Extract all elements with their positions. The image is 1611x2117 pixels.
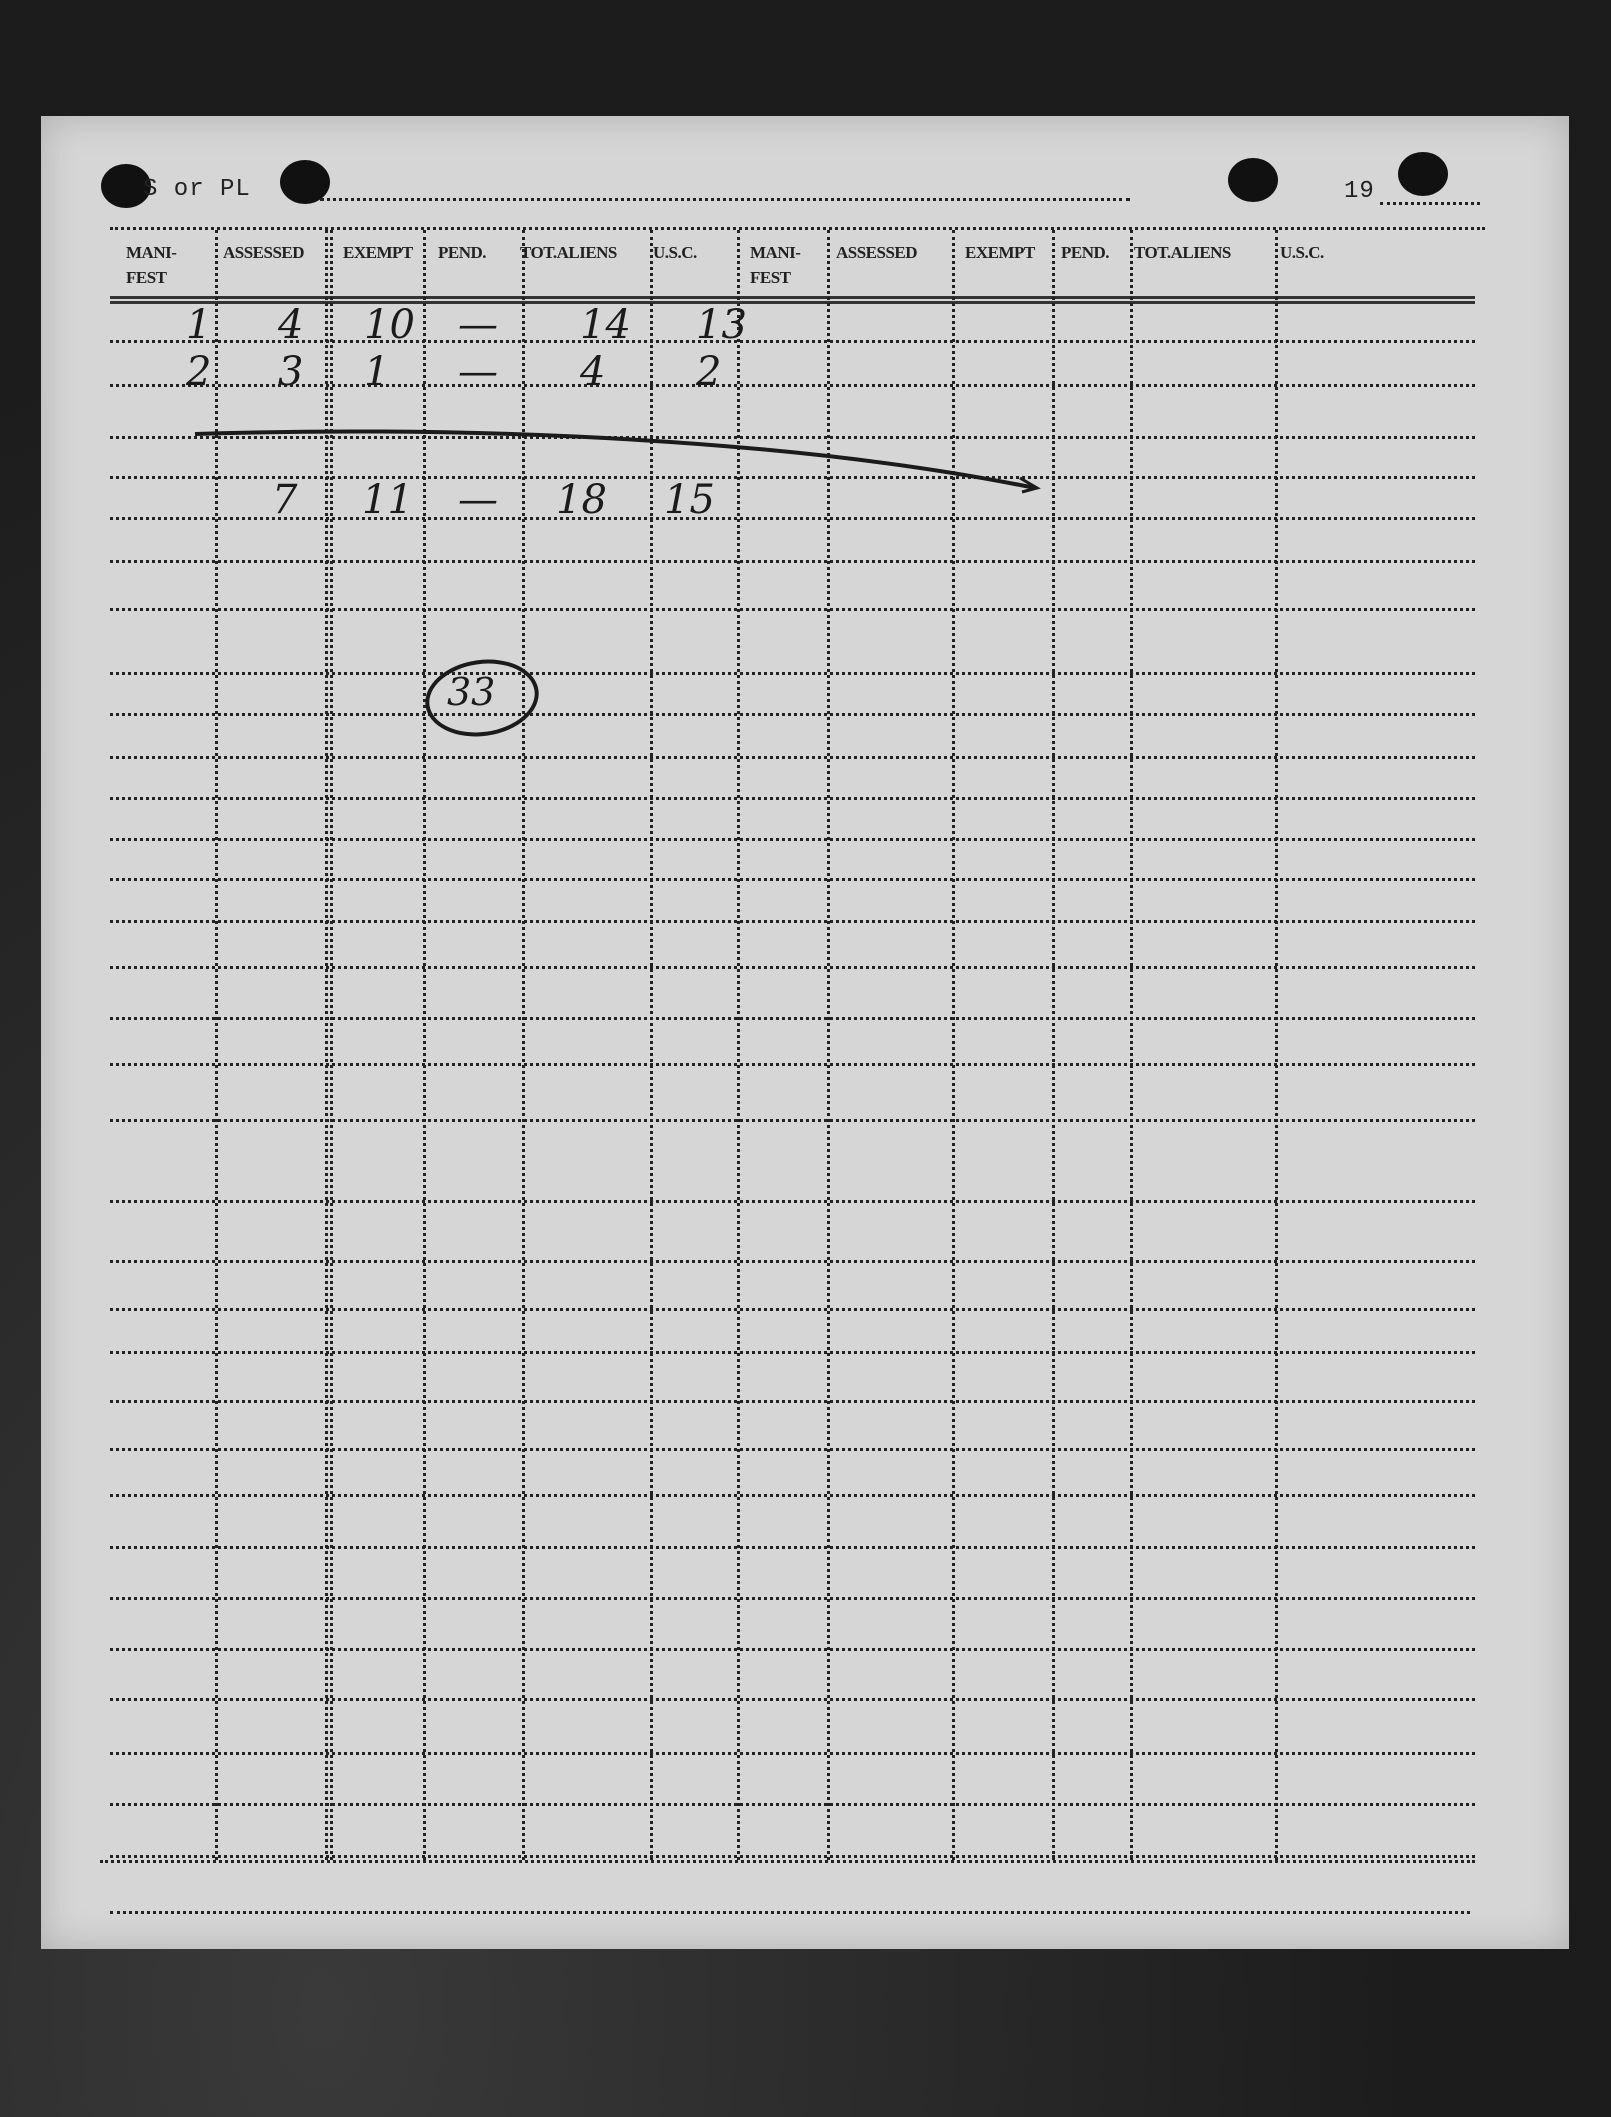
entry-usc: 13 [696,302,747,348]
column-header-right-4: TOT.ALIENS [1134,243,1231,262]
column-header-left-4: TOT.ALIENS [520,243,617,262]
entry-assessed: 4 [278,302,304,348]
column-header-right-1: ASSESSED [836,243,918,262]
vessel-label: S or PL [143,176,251,203]
column-header-right-5: U.S.C. [1280,243,1324,262]
entry-pend: — [458,349,498,395]
column-header-left-0: MANI- FEST [126,243,177,287]
total-usc: 15 [664,477,715,523]
entry-exempt: 1 [364,349,390,395]
entry-assessed: 3 [278,349,304,395]
total-pend: — [458,477,498,523]
column-header-left-2: EXEMPT [343,243,413,262]
column-header-left-5: U.S.C. [653,243,697,262]
entry-pend: — [458,302,498,348]
circled-total-value: 33 [447,670,496,714]
total-exempt: 11 [362,477,413,523]
entry-manifest: 2 [186,349,212,395]
year-label: 19 [1344,178,1375,205]
entry-exempt: 10 [364,302,415,348]
entry-manifest: 1 [186,302,212,348]
column-header-right-2: EXEMPT [965,243,1035,262]
column-header-right-3: PEND. [1061,243,1110,262]
entry-usc: 2 [696,349,722,395]
entry-tot_aliens: 14 [580,302,631,348]
total-tot_aliens: 18 [556,477,607,523]
column-header-left-1: ASSESSED [223,243,305,262]
column-header-right-0: MANI- FEST [750,243,801,287]
total-assessed: 7 [272,477,298,523]
entry-tot_aliens: 4 [580,349,606,395]
column-header-left-3: PEND. [438,243,487,262]
